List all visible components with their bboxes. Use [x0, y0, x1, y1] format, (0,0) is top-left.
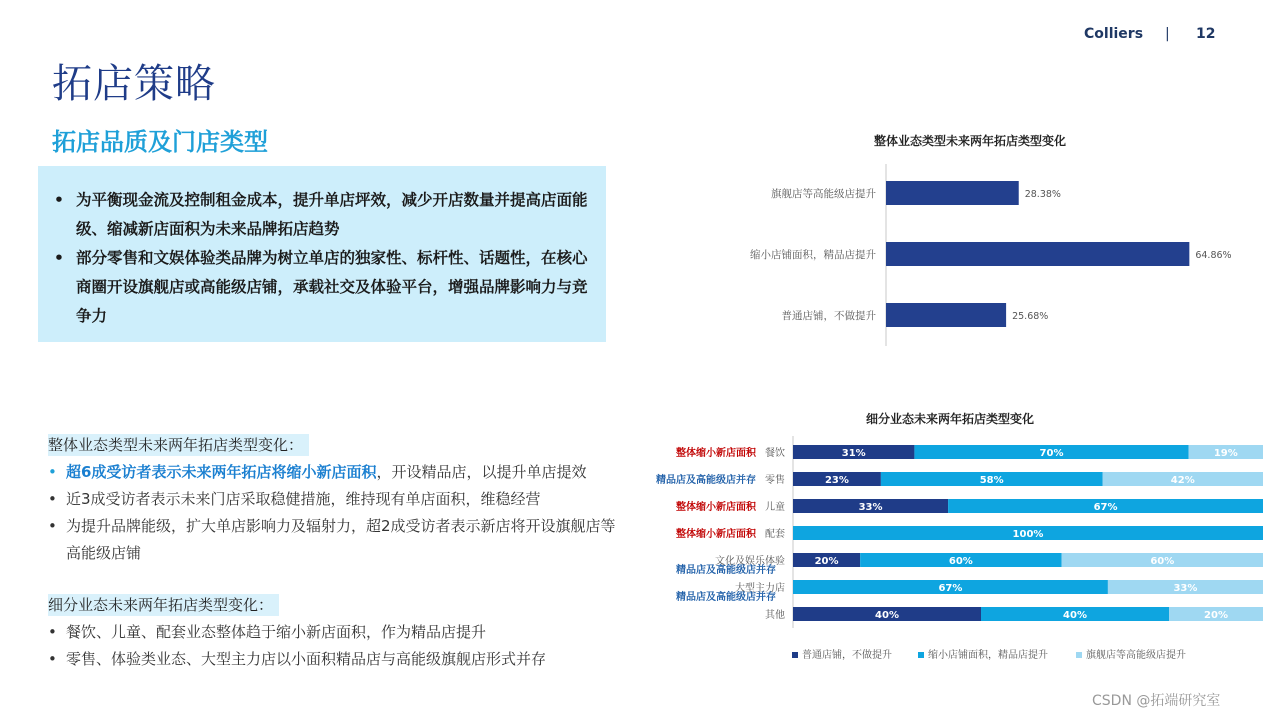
chart2-data-label: 58% [979, 475, 1004, 486]
chart1-category-label: 缩小店铺面积，精品店提升 [750, 249, 876, 261]
chart2-data-label: 70% [1039, 448, 1064, 459]
section-heading: 细分业态未来两年拓店类型变化： [48, 594, 279, 616]
chart1-bar [886, 303, 1006, 327]
bullet-icon: • [48, 517, 57, 535]
chart2-data-label: 67% [938, 583, 963, 594]
list-item: • 零售、体验类业态、大型主力店以小面积精品店与高能级旗舰店形式并存 [48, 646, 628, 673]
page-number: 12 [1196, 26, 1216, 42]
bullet-icon: • [54, 191, 64, 209]
chart1-data-label: 64.86% [1195, 250, 1232, 261]
chart2-data-label: 23% [824, 475, 849, 486]
bullet-icon: • [48, 490, 57, 508]
watermark: CSDN @拓端研究室 [1092, 693, 1221, 709]
brand-logo-text: Colliers [1084, 26, 1144, 42]
chart1-category-label: 旗舰店等高能级店提升 [771, 188, 876, 200]
chart2-category-label: 文化及娱乐体验 [715, 556, 785, 567]
chart2-annotation: 精品店及高能级店并存 [676, 565, 776, 576]
section-heading: 整体业态类型未来两年拓店类型变化： [48, 434, 309, 456]
chart2-category-label: 餐饮 [765, 448, 785, 459]
chart1-overall-store-type [640, 160, 1260, 350]
page-subtitle: 拓店品质及门店类型 [52, 128, 268, 156]
chart2-data-label: 33% [858, 502, 883, 513]
chart2-legend-label: 普通店铺，不做提升 [802, 650, 892, 661]
chart2-annotation: 整体缩小新店面积 [676, 502, 756, 513]
chart2-annotation: 整体缩小新店面积 [676, 448, 756, 459]
chart2-category-label: 大型主力店 [735, 583, 785, 594]
chart2-data-label: 42% [1170, 475, 1195, 486]
section-overall [48, 434, 628, 567]
chart2-annotation: 精品店及高能级店并存 [656, 475, 756, 486]
chart2-category-label: 其他 [765, 610, 785, 621]
chart2-legend-label: 旗舰店等高能级店提升 [1086, 650, 1186, 661]
highlight-item: • 为平衡现金流及控制租金成本，提升单店坪效，减少开店数量并提高店面能级、缩减新店面积为未来品牌拓店趋势 [52, 186, 592, 244]
list-item: • 超6成受访者表示未来两年拓店将缩小新店面积，开设精品店，以提升单店提效 [48, 459, 628, 486]
chart2-legend-swatch [1076, 652, 1082, 658]
chart2-data-label: 67% [1093, 502, 1118, 513]
bullet-icon: • [48, 650, 57, 668]
chart2-data-label: 20% [814, 556, 839, 567]
bullet-icon: • [48, 623, 57, 641]
chart2-data-label: 19% [1213, 448, 1238, 459]
chart2-annotation: 整体缩小新店面积 [676, 529, 756, 540]
list-item: • 为提升品牌能级，扩大单店影响力及辐射力，超2成受访者表示新店将开设旗舰店等高能级店铺 [48, 513, 628, 567]
chart2-category-label: 儿童 [765, 502, 785, 513]
chart2-category-label: 配套 [765, 529, 785, 540]
chart2-legend-label: 缩小店铺面积，精品店提升 [928, 650, 1048, 661]
chart2-legend-swatch [792, 652, 798, 658]
chart1-data-label: 28.38% [1024, 189, 1061, 200]
page-title: 拓店策略 [52, 61, 216, 107]
section-segment [48, 594, 628, 673]
chart1-category-label: 普通店铺，不做提升 [781, 310, 876, 322]
highlight-box [38, 166, 606, 342]
chart1-title: 整体业态类型未来两年拓店类型变化 [873, 134, 1066, 148]
chart1-bar [886, 181, 1019, 205]
chart2-category-label: 零售 [765, 475, 785, 486]
header-separator: | [1165, 26, 1170, 42]
chart2-data-label: 100% [1012, 529, 1044, 540]
list-item: • 近3成受访者表示未来门店采取稳健措施，维持现有单店面积，维稳经营 [48, 486, 628, 513]
chart2-title: 细分业态未来两年拓店类型变化 [865, 412, 1034, 426]
chart2-data-label: 60% [1150, 556, 1175, 567]
chart2-segment-store-type [640, 432, 1270, 672]
chart1-bar [886, 242, 1189, 266]
chart2-data-label: 60% [948, 556, 973, 567]
chart2-legend-swatch [918, 652, 924, 658]
chart2-data-label: 20% [1204, 610, 1228, 621]
chart2-data-label: 40% [1063, 610, 1087, 621]
chart2-data-label: 40% [875, 610, 899, 621]
chart2-data-label: 33% [1173, 583, 1198, 594]
bullet-icon: • [54, 249, 64, 267]
bullet-icon: • [48, 463, 57, 481]
list-item: • 餐饮、儿童、配套业态整体趋于缩小新店面积，作为精品店提升 [48, 619, 628, 646]
highlight-item: • 部分零售和文娱体验类品牌为树立单店的独家性、标杆性、话题性，在核心商圈开设旗舰店或高能级店铺，承载社交及体验平台，增强品牌影响力与竞争力 [52, 244, 592, 331]
chart2-data-label: 31% [841, 448, 866, 459]
chart2-annotation: 精品店及高能级店并存 [676, 592, 776, 603]
chart1-data-label: 25.68% [1012, 311, 1049, 322]
